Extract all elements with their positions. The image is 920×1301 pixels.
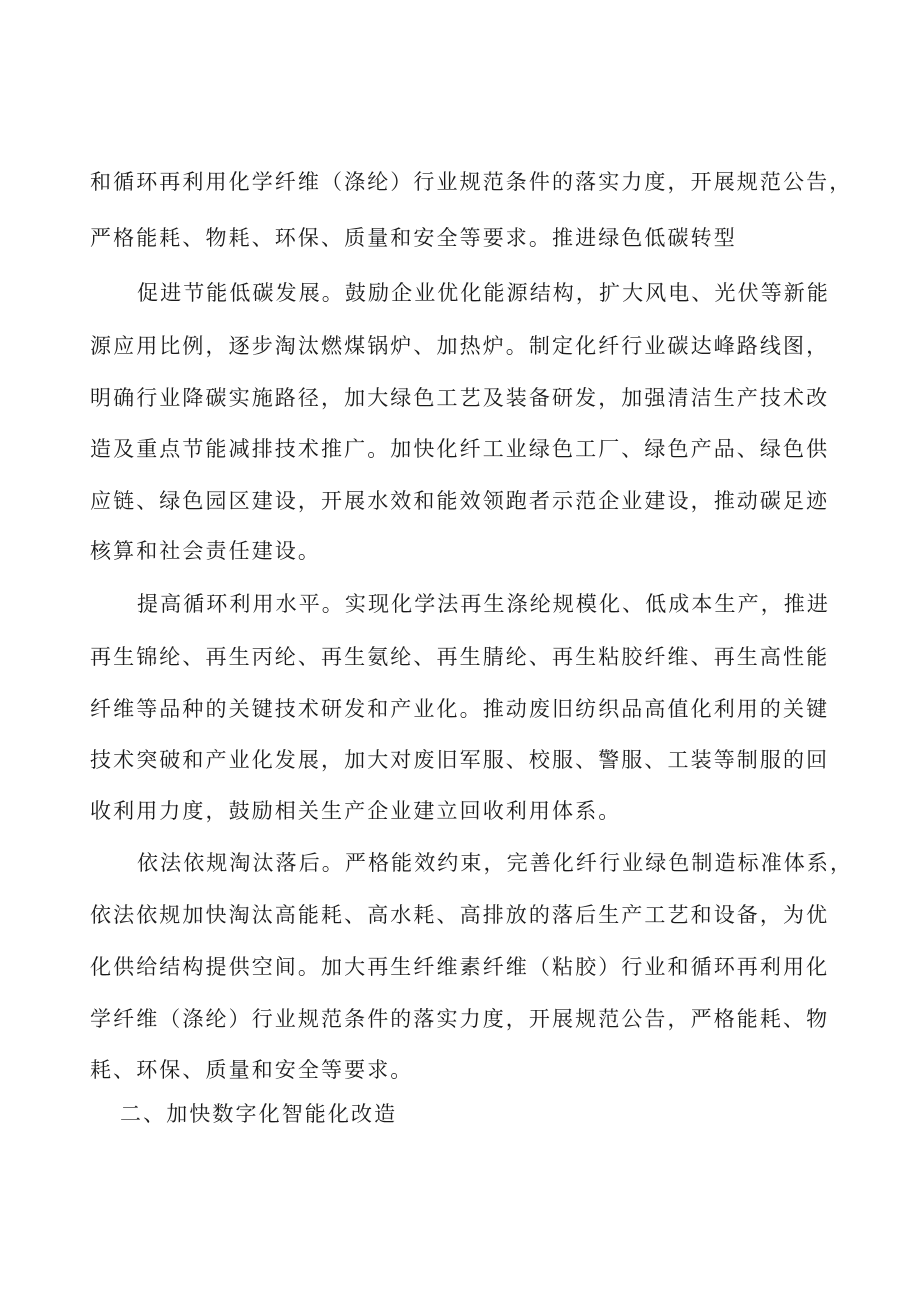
paragraph-4-line-2: 依法依规加快淘汰高能耗、高水耗、高排放的落后生产工艺和设备，为优: [90, 903, 830, 927]
paragraph-4-line-4: 学纤维（涤纶）行业规范条件的落实力度，开展规范公告，严格能耗、物: [90, 1007, 830, 1031]
paragraph-4-line-1: 依法依规淘汰落后。严格能效约束，完善化纤行业绿色制造标准体系，: [137, 851, 854, 875]
paragraph-2-line-6: 核算和社会责任建设。: [90, 539, 321, 563]
paragraph-3-line-4: 技术突破和产业化发展，加大对废旧军服、校服、警服、工装等制服的回: [90, 748, 830, 772]
paragraph-2-line-4: 造及重点节能减排技术推广。加快化纤工业绿色工厂、绿色产品、绿色供: [90, 437, 830, 461]
paragraph-1-line-1: 和循环再利用化学纤维（涤纶）行业规范条件的落实力度，开展规范公告，: [90, 170, 853, 194]
paragraph-4-line-3: 化供给结构提供空间。加大再生纤维素纤维（粘胶）行业和循环再利用化: [90, 955, 830, 979]
paragraph-2-line-3: 明确行业降碳实施路径，加大绿色工艺及装备研发，加强清洁生产技术改: [90, 386, 830, 410]
paragraph-3-line-2: 再生锦纶、再生丙纶、再生氨纶、再生腈纶、再生粘胶纤维、再生高性能: [90, 645, 830, 669]
paragraph-1-line-2: 严格能耗、物耗、环保、质量和安全等要求。推进绿色低碳转型: [90, 226, 737, 250]
paragraph-2-line-1: 促进节能低碳发展。鼓励企业优化能源结构，扩大风电、光伏等新能: [137, 281, 830, 305]
paragraph-2-line-2: 源应用比例，逐步淘汰燃煤锅炉、加热炉。制定化纤行业碳达峰路线图，: [90, 334, 830, 358]
section-heading: 二、加快数字化智能化改造: [120, 1102, 398, 1126]
paragraph-2-line-5: 应链、绿色园区建设，开展水效和能效领跑者示范企业建设，推动碳足迹: [90, 489, 830, 513]
paragraph-3-line-1: 提高循环利用水平。实现化学法再生涤纶规模化、低成本生产，推进: [137, 592, 830, 616]
paragraph-4-line-5: 耗、环保、质量和安全等要求。: [90, 1058, 414, 1082]
paragraph-3-line-5: 收利用力度，鼓励相关生产企业建立回收利用体系。: [90, 799, 622, 823]
paragraph-3-line-3: 纤维等品种的关键技术研发和产业化。推动废旧纺织品高值化利用的关键: [90, 697, 830, 721]
